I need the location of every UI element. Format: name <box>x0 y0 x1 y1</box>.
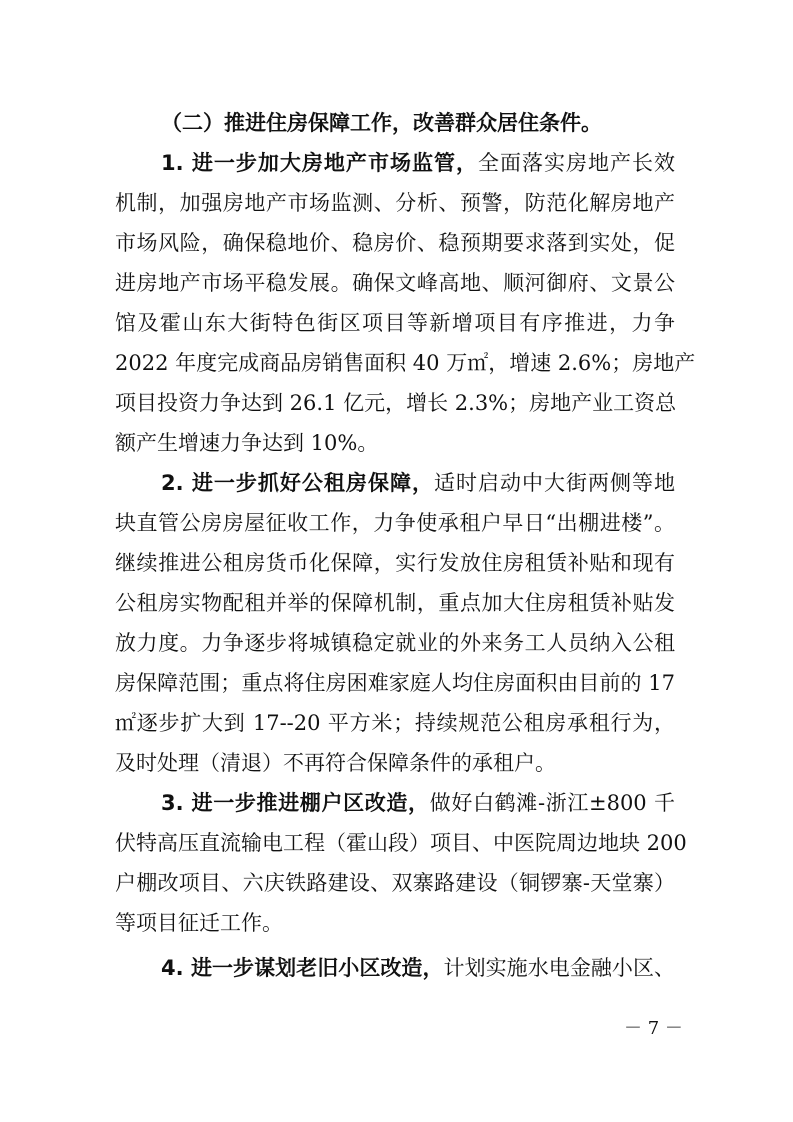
paragraph-1-line-2: 机制，加强房地产市场监测、分析、预警，防范化解房地产 <box>115 191 675 215</box>
paragraph-4-line-1: 4. 进一步谋划老旧小区改造，计划实施水电金融小区、 <box>161 956 676 980</box>
paragraph-3-line-3: 户棚改项目、六庆铁路建设、双寨路建设（铜锣寨-天堂寨） <box>115 871 675 895</box>
paragraph-3-line-1: 3. 进一步推进棚户区改造，做好白鹤滩-浙江±800 千 <box>161 791 675 815</box>
paragraph-1-line-3: 市场风险，确保稳地价、稳房价、稳预期要求落到实处，促 <box>115 231 675 255</box>
paragraph-3-line-2: 伏特高压直流输电工程（霍山段）项目、中医院周边地块 200 <box>115 831 687 855</box>
paragraph-3-line-4: 等项目征迁工作。 <box>115 911 283 935</box>
paragraph-2-lead: 2. 进一步抓好公租房保障， <box>161 471 434 495</box>
paragraph-1-line-4: 进房地产市场平稳发展。确保文峰高地、顺河御府、文景公 <box>115 271 675 295</box>
section-heading: （二）推进住房保障工作，改善群众居住条件。 <box>161 110 602 135</box>
paragraph-1-lead: 1. 进一步加大房地产市场监管， <box>161 151 478 175</box>
paragraph-2-line-8: 及时处理（清退）不再符合保障条件的承租户。 <box>115 751 556 775</box>
paragraph-2-line-7: ㎡逐步扩大到 17--20 平方米；持续规范公租房承租行为， <box>115 711 675 735</box>
paragraph-2-line-1: 2. 进一步抓好公租房保障，适时启动中大街两侧等地 <box>161 471 675 495</box>
paragraph-2-line-2: 块直管公房房屋征收工作，力争使承租户早日“出棚进楼”。 <box>115 511 675 535</box>
paragraph-1-line-8: 额产生增速力争达到 10%。 <box>115 431 379 455</box>
paragraph-4-lead: 4. 进一步谋划老旧小区改造， <box>161 956 444 980</box>
paragraph-2-line-3: 继续推进公租房货币化保障，实行发放住房租赁补贴和现有 <box>115 551 675 575</box>
paragraph-2-line-5: 放力度。力争逐步将城镇稳定就业的外来务工人员纳入公租 <box>115 631 675 655</box>
paragraph-1-line-7: 项目投资力争达到 26.1 亿元，增长 2.3%；房地产业工资总 <box>115 391 677 415</box>
paragraph-2-line-6: 房保障范围；重点将住房困难家庭人均住房面积由目前的 17 <box>115 671 675 695</box>
paragraph-2-line-4: 公租房实物配租并举的保障机制，重点加大住房租赁补贴发 <box>115 591 675 615</box>
paragraph-1-line-1: 1. 进一步加大房地产市场监管，全面落实房地产长效 <box>161 151 676 175</box>
paragraph-1-line-5: 馆及霍山东大街特色街区项目等新增项目有序推进，力争 <box>115 311 675 335</box>
page-number: － 7 － <box>624 1018 683 1039</box>
paragraph-1-line-6: 2022 年度完成商品房销售面积 40 万㎡，增速 2.6%；房地产 <box>115 351 696 375</box>
paragraph-3-lead: 3. 进一步推进棚户区改造， <box>161 791 430 815</box>
